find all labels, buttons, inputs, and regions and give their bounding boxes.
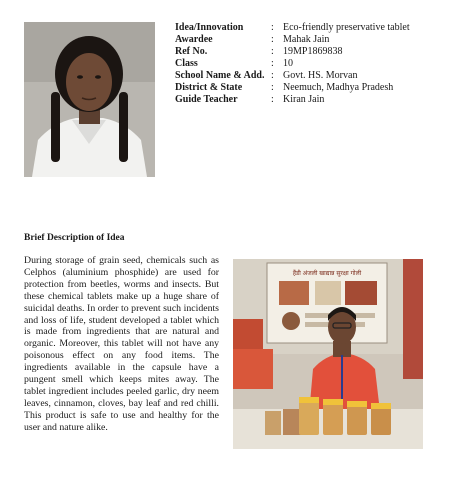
description-body: During storage of grain seed, chemicals such as Celphos (aluminium phosphide) are used for protection from beetles, worms and insects. But these chemical tablets make up a huge share of suicidal deaths. In order to prevent such incidents and loss of life, student developed a tablet which is made from ingredients that are natural and organic. Moreover, this tablet will not have any poisonous effect on any food items. The ingredients available in the capsule have a pungent smell which keeps mites away. The tablet ingredient includes peeled garlic, dry neem leaves, cinnamon, cloves, bay leaf and red chilli. This product is safe to use and healthy for the user and nature alike.	[24, 255, 219, 433]
detail-label: Ref No.	[175, 46, 208, 57]
awardee-photo	[24, 22, 155, 177]
detail-label: Awardee	[175, 34, 213, 45]
detail-value: Kiran Jain	[283, 94, 325, 105]
detail-row-district	[175, 82, 410, 94]
detail-value: Neemuch, Madhya Pradesh	[283, 82, 394, 93]
detail-separator: :	[271, 58, 274, 69]
detail-separator: :	[271, 94, 274, 105]
detail-row-class	[175, 58, 410, 70]
detail-label: Class	[175, 58, 198, 69]
awardee-details	[175, 22, 410, 106]
detail-value: Govt. HS. Morvan	[283, 70, 358, 81]
detail-value: 10	[283, 58, 293, 69]
detail-row-awardee	[175, 34, 410, 46]
detail-separator: :	[271, 70, 274, 81]
detail-row-idea	[175, 22, 410, 34]
detail-separator: :	[271, 34, 274, 45]
detail-separator: :	[271, 82, 274, 93]
detail-label: Guide Teacher	[175, 94, 238, 105]
detail-label: Idea/Innovation	[175, 22, 244, 33]
banner-text: हैंडी अंजली खाद्यान्न सुरक्षा गोली	[292, 270, 362, 277]
detail-label: School Name & Add.	[175, 70, 265, 81]
detail-row-guide-teacher	[175, 94, 410, 106]
detail-value: Eco-friendly preservative tablet	[283, 22, 410, 33]
detail-label: District & State	[175, 82, 243, 93]
detail-row-ref-no	[175, 46, 410, 58]
detail-separator: :	[271, 22, 274, 33]
detail-separator: :	[271, 46, 274, 57]
detail-row-school	[175, 70, 410, 82]
section-heading: Brief Description of Idea	[24, 233, 125, 243]
detail-value: Mahak Jain	[283, 34, 330, 45]
exhibit-photo	[233, 259, 423, 449]
detail-value: 19MP1869838	[283, 46, 343, 57]
